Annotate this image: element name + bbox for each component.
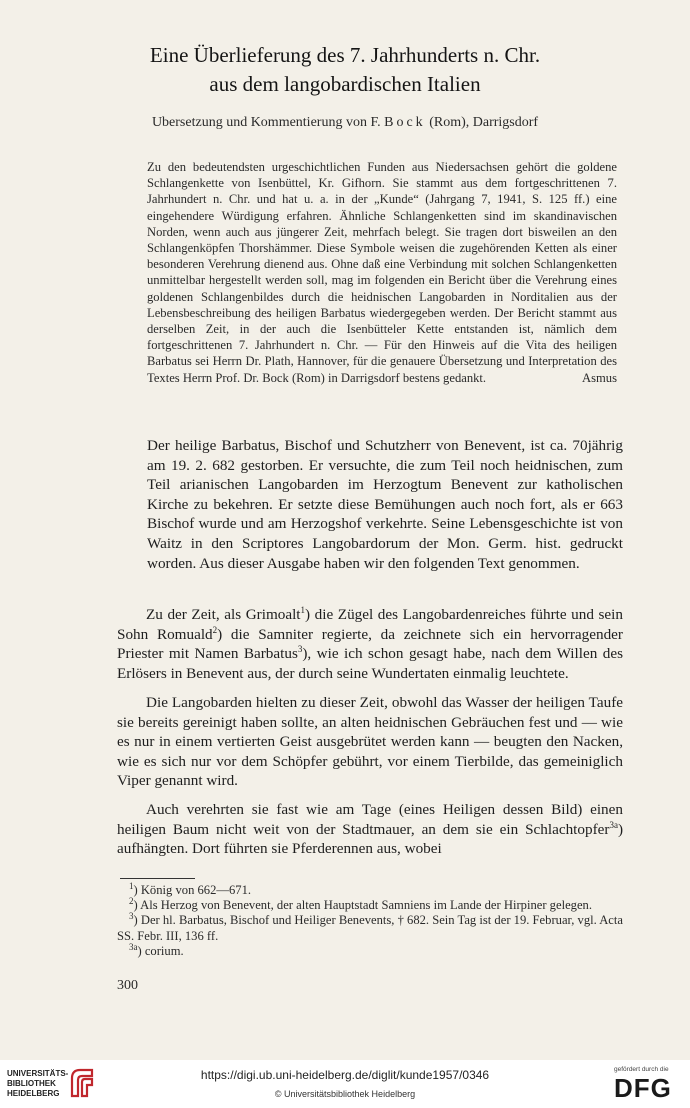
permalink-url[interactable]: https://digi.ub.uni-heidelberg.de/diglit/kunde1957/0346 [200,1068,490,1082]
footnote-3a [117,941,623,959]
funder-caption: gefördert durch die [614,1066,669,1073]
footnote-mark: 2 [129,896,134,907]
intro-text: Zu den bedeutendsten urgeschichtlichen Funden aus Niedersachsen gehört die goldene Schlangenkette von Isenbüttel, Kr. Gifhorn. Sie stammt aus dem fortgeschrittenen 7. Jahrhundert n. Chr. und hat u. a. in der „Kunde“ (Jahrgang 7, 1941, S. 125 ff.) eine eingehendere Würdigung erfahren. Ähnliche Schlangenketten sind im skandinavischen Norden, wenn auch aus jüngerer Zeit, mehrfach belegt. Sie tragen dort bisweilen an den Schlangenköpfen Thorshämmer. Diese Symbole weisen die zugehörenden Ketten als einer besonderen Verehrung dienend aus. Ohne daß eine Verbindung mit solchen Schlangenketten unmittelbar hergestellt werden soll, mag im folgenden ein Bericht über die Verehrung eines goldenen Schlangenbildes durch die heidnischen Langobarden in Norditalien aus der Lebensbeschreibung des heiligen Barbatus wiedergegeben werden. Der Bericht stammt aus derselben Zeit, in der auch die Isenbütteler Kette entstanden ist, nämlich dem fortgeschrittenen 7. Jahrhundert n. Chr. — Für den Hinweis auf die Vita des heiligen Barbatus sei Herrn Dr. Plath, Hannover, für die genauere Übersetzung und Interpretation des Textes Herrn Prof. Dr. Bock (Rom) in Darrigsdorf bestens gedankt. [147,160,617,385]
p2-text-a: Zu der Zeit, als Grimoalt [146,606,301,623]
footnote-divider [120,878,195,879]
footnote-text: ) corium. [137,943,184,958]
article-title-line2: aus dem langobardischen Italien [209,72,481,96]
footnote-mark: 3 [129,911,134,922]
library-name-line3: HEIDELBERG [7,1089,60,1098]
p2-text-c: ) die Samniter regierte, da zeichnete sich ein hervorragender Priester mit Namen Barbatus [117,625,623,663]
footnote-text: ) Der hl. Barbatus, Bischof und Heiliger Benevents, † 682. Sein Tag ist der 19. Februar, vgl. Acta SS. Febr. III, 136 ff. [117,913,623,943]
body-paragraph-1: Der heilige Barbatus, Bischof und Schutzherr von Benevent, ist ca. 70jährig am 19. 2. 682 gestorben. Er versuchte, die zum Teil noch heidnischen, zum Teil arianischen Langobarden im Herzogtum Benevent zur katholischen Kirche zu bekehren. Er setzte diese Bemühungen auch noch fort, als er 663 Bischof wurde und am Herzogshof verkehrte. Seine Lebensgeschichte ist von Waitz in den Scriptores Langobardorum der Mon. Germ. hist. gedruckt worden. Aus dieser Ausgabe haben wir den folgenden Text genommen. [147,437,623,572]
intro-paragraph [147,159,617,386]
footnote-ref-1: 1 [300,604,306,615]
footnote-text: ) Als Herzog von Benevent, der alten Hauptstadt Samniens im Lande der Hirpiner gelegen. [133,898,592,913]
footnote-3 [117,913,623,943]
footnote-ref-3a: 3a [609,819,618,830]
footnote-mark: 1 [129,880,134,891]
footnote-ref-2: 2 [212,624,218,635]
intro-signature: Asmus [582,370,617,385]
subtitle-prefix: Ubersetzung und Kommentierung von F. [151,115,381,130]
library-name-line1: UNIVERSITÄTS- [7,1069,69,1078]
p2-text-b: ) die Zügel des Langobardenreiches führte und sein Sohn Romuald [117,606,623,643]
body-paragraph-4 [117,800,623,859]
article-title-line1: Eine Überlieferung des 7. Jahrhunderts n. Chr. [149,43,541,67]
footnote-ref-3: 3 [297,644,303,655]
dfg-logo: DFG [614,1073,672,1103]
footnote-text: ) König von 662—671. [133,883,252,897]
page-number: 300 [117,978,138,993]
library-name-line2: BIBLIOTHEK [7,1079,56,1088]
p4-text-b: ) aufhängten. Dort führten sie Pferderennen aus, wobei [117,820,623,858]
footnotes [117,880,623,959]
copyright-notice: © Universitätsbibliothek Heidelberg [274,1089,416,1099]
p4-text-a: Auch verehrten sie fast wie am Tage (eines Heiligen dessen Bild) einen heiligen Baum nicht weit von der Stadtmauer, an dem sie ein Schlachtopfer [117,801,623,838]
body-paragraph-2 [117,605,623,683]
subtitle-suffix: (Rom), Darrigsdorf [429,115,539,130]
article-subtitle [0,115,690,131]
p2-text-d: ), wie ich schon gesagt habe, nach dem Willen des Erlösers in Benevent aus, der durch seine Wundertaten einmalig leuchtete. [117,645,623,682]
subtitle-author: Bock [384,115,426,130]
footnote-mark: 3a [129,941,138,952]
footnote-2 [117,898,623,913]
body-paragraph-3: Die Langobarden hielten zu dieser Zeit, obwohl das Wasser der heiligen Taufe sie bereits gereinigt haben sollte, an alten heidnischen Gebräuchen fest und — wie es nur in einem vertierten Geist ausgebrütet werden kann — beugten den Nacken, wie es sich nur vor dem Schöpfer gebührt, vor einem Tierbilde, das gemeiniglich Viper genannt wird. [117,694,623,790]
footnote-1 [117,880,623,898]
